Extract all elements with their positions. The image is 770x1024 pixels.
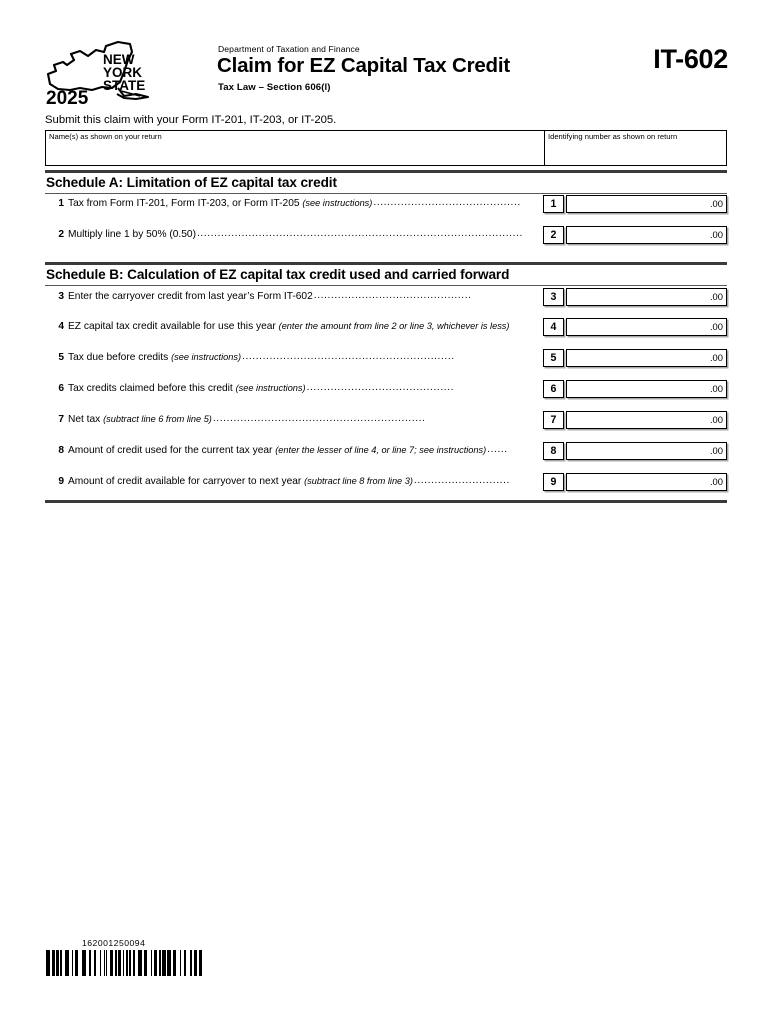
line-7-amount-input[interactable] xyxy=(569,412,707,428)
line-6-leader: ........................................... xyxy=(306,383,455,393)
line-1-label: Tax from Form IT-201, Form IT-203, or Form IT-205 (see instructions) xyxy=(68,198,373,209)
line-2-leader: ............................................................................................... xyxy=(196,229,523,239)
svg-text:YORK: YORK xyxy=(103,65,143,80)
line-2-number: 2 xyxy=(58,229,64,240)
line-6-cents: .00 xyxy=(709,383,723,394)
line-2-box-number: 2 xyxy=(543,226,564,244)
line-1-cents: .00 xyxy=(709,198,723,209)
line-9-label: Amount of credit available for carryover to next year (subtract line 8 from line 3) xyxy=(68,476,413,487)
name-field-cell[interactable] xyxy=(46,131,545,165)
line-7-number: 7 xyxy=(58,414,64,425)
line-3-leader: .............................................. xyxy=(313,291,472,301)
new-york-state-outline-icon xyxy=(44,38,166,108)
line-1-amount-box[interactable] xyxy=(566,195,727,213)
line-2-cents: .00 xyxy=(709,229,723,240)
barcode-area xyxy=(46,938,266,976)
line-6-number: 6 xyxy=(58,383,64,394)
line-5-cents: .00 xyxy=(709,352,723,363)
name-field-label: Name(s) as shown on your return xyxy=(49,132,162,141)
form-line-2 xyxy=(45,226,727,245)
line-4-box-number: 4 xyxy=(543,318,564,336)
line-1-box-number: 1 xyxy=(543,195,564,213)
line-3-cents: .00 xyxy=(709,291,723,302)
department-name: Department of Taxation and Finance xyxy=(218,44,360,54)
line-5-amount-box[interactable] xyxy=(566,349,727,367)
submit-instruction: Submit this claim with your Form IT-201, IT-203, or IT-205. xyxy=(45,114,337,126)
line-9-leader: ............................ xyxy=(413,476,510,486)
line-5-leader: .............................................................. xyxy=(242,352,455,362)
line-4-number: 4 xyxy=(58,321,64,332)
line-6-label: Tax credits claimed before this credit (see instructions) xyxy=(68,383,306,394)
line-1-leader: ........................................... xyxy=(373,198,521,208)
schedule-a-header xyxy=(45,170,727,194)
line-5-amount-input[interactable] xyxy=(569,350,707,366)
line-3-amount-input[interactable] xyxy=(569,289,707,305)
barcode-number: 162001250094 xyxy=(82,938,146,948)
form-line-4 xyxy=(45,318,727,337)
line-9-amount-input[interactable] xyxy=(569,474,707,490)
schedule-a-bottom-rule xyxy=(45,193,727,194)
line-2-amount-input[interactable] xyxy=(569,227,707,243)
line-8-amount-box[interactable] xyxy=(566,442,727,460)
identity-row xyxy=(45,130,727,166)
svg-text:NEW: NEW xyxy=(103,52,135,67)
line-8-amount-input[interactable] xyxy=(569,443,707,459)
identifying-number-label: Identifying number as shown on return xyxy=(548,132,678,141)
line-6-amount-input[interactable] xyxy=(569,381,707,397)
barcode-icon xyxy=(46,950,209,976)
line-9-number: 9 xyxy=(58,476,64,487)
line-2-label: Multiply line 1 by 50% (0.50) xyxy=(68,229,196,240)
line-7-cents: .00 xyxy=(709,414,723,425)
form-line-7 xyxy=(45,411,727,430)
line-7-box-number: 7 xyxy=(543,411,564,429)
line-7-leader: .............................................................. xyxy=(212,414,426,424)
form-header xyxy=(0,0,770,112)
line-7-label: Net tax (subtract line 6 from line 5) xyxy=(68,414,212,425)
line-4-label: EZ capital tax credit available for use this year (enter the amount from line 2 or line 3, whichever is less) xyxy=(68,321,510,332)
schedule-b-bottom-rule xyxy=(45,285,727,286)
line-9-amount-box[interactable] xyxy=(566,473,727,491)
line-1-amount-input[interactable] xyxy=(569,196,707,212)
form-line-1 xyxy=(45,195,727,214)
identifying-number-input[interactable] xyxy=(547,142,724,164)
form-line-6 xyxy=(45,380,727,399)
line-8-box-number: 8 xyxy=(543,442,564,460)
line-9-box-number: 9 xyxy=(543,473,564,491)
line-5-number: 5 xyxy=(58,352,64,363)
form-line-5 xyxy=(45,349,727,368)
line-5-label: Tax due before credits (see instructions) xyxy=(68,352,242,363)
line-3-box-number: 3 xyxy=(543,288,564,306)
line-8-cents: .00 xyxy=(709,445,723,456)
name-input[interactable] xyxy=(48,142,542,164)
line-5-box-number: 5 xyxy=(543,349,564,367)
line-2-amount-box[interactable] xyxy=(566,226,727,244)
svg-text:STATE: STATE xyxy=(103,78,146,93)
identifying-number-cell[interactable] xyxy=(545,131,726,165)
line-4-amount-box[interactable] xyxy=(566,318,727,336)
form-number: IT-602 xyxy=(653,44,728,74)
tax-law-citation: Tax Law – Section 606(l) xyxy=(218,82,331,93)
schedule-b-header xyxy=(45,262,727,286)
line-9-cents: .00 xyxy=(709,476,723,487)
svg-text:2025: 2025 xyxy=(46,88,89,108)
line-3-label: Enter the carryover credit from last year’s Form IT-602 xyxy=(68,291,313,302)
line-1-number: 1 xyxy=(58,198,64,209)
schedule-a-title: Schedule A: Limitation of EZ capital tax credit xyxy=(46,175,337,190)
form-line-3 xyxy=(45,288,727,307)
line-4-amount-input[interactable] xyxy=(569,319,707,335)
line-8-label: Amount of credit used for the current tax year (enter the lesser of line 4, or line 7; see instructions) xyxy=(68,445,487,456)
line-4-cents: .00 xyxy=(709,321,723,332)
form-line-8 xyxy=(45,442,727,461)
line-3-number: 3 xyxy=(58,291,64,302)
line-6-box-number: 6 xyxy=(543,380,564,398)
line-3-amount-box[interactable] xyxy=(566,288,727,306)
page-title: Claim for EZ Capital Tax Credit xyxy=(217,54,511,77)
line-6-amount-box[interactable] xyxy=(566,380,727,398)
new-york-state-logo xyxy=(44,38,166,108)
line-8-number: 8 xyxy=(58,445,64,456)
line-7-amount-box[interactable] xyxy=(566,411,727,429)
line-8-leader: ...... xyxy=(487,445,508,455)
form-bottom-rule xyxy=(45,500,727,503)
form-line-9 xyxy=(45,473,727,492)
schedule-b-title: Schedule B: Calculation of EZ capital tax credit used and carried forward xyxy=(46,267,510,282)
